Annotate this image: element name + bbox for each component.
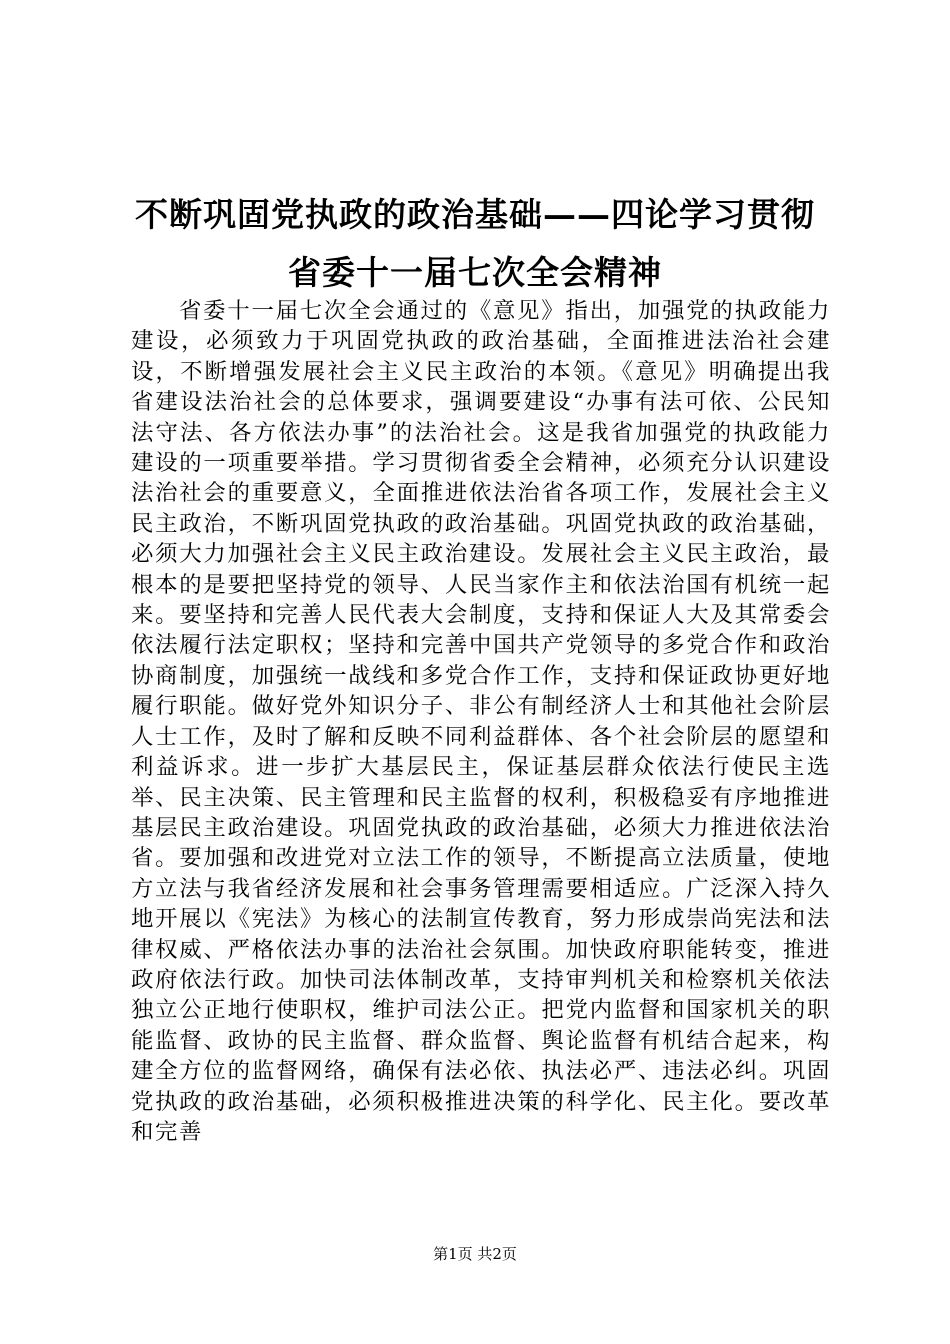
title-line-2: 省委十一届七次全会精神 [288,253,662,292]
document-title [90,186,860,302]
page-number-footer: 第1页 共2页 [433,1245,517,1263]
body-paragraph: 省委十一届七次全会通过的《意见》指出，加强党的执政能力建设，必须致力于巩固党执政的政治基础，全面推进法治社会建设，不断增强发展社会主义民主政治的本领。《意见》明确提出我省建设法治社会的总体要求，强调要建设“办事有法可依、公民知法守法、各方依法办事”的法治社会。这是我省加强党的执政能力建设的一项重要举措。学习贯彻省委全会精神，必须充分认识建设法治社会的重要意义，全面推进依法治省各项工作，发展社会主义民主政治，不断巩固党执政的政治基础。巩固党执政的政治基础，必须大力加强社会主义民主政治建设。发展社会主义民主政治，最根本的是要把坚持党的领导、人民当家作主和依法治国有机统一起来。要坚持和完善人民代表大会制度，支持和保证人大及其常委会依法履行法定职权；坚持和完善中国共产党领导的多党合作和政治协商制度，加强统一战线和多党合作工作，支持和保证政协更好地履行职能。做好党外知识分子、非公有制经济人士和其他社会阶层人士工作，及时了解和反映不同利益群体、各个社会阶层的愿望和利益诉求。进一步扩大基层民主，保证基层群众依法行使民主选举、民主决策、民主管理和民主监督的权利，积极稳妥有序地推进基层民主政治建设。巩固党执政的政治基础，必须大力推进依法治省。要加强和改进党对立法工作的领导，不断提高立法质量，使地方立法与我省经济发展和社会事务管理需要相适应。广泛深入持久地开展以《宪法》为核心的法制宣传教育，努力形成崇尚宪法和法律权威、严格依法办事的法治社会氛围。加快政府职能转变，推进政府依法行政。加快司法体制改革，支持审判机关和检察机关依法独立公正地行使职权，维护司法公正。把党内监督和国家机关的职能监督、政协的民主监督、群众监督、舆论监督有机结合起来，构建全方位的监督网络，确保有法必依、执法必严、违法必纠。巩固党执政的政治基础，必须积极推进决策的科学化、民主化。要改革和完善 [131,298,831,1145]
title-line-1: 不断巩固党执政的政治基础——四论学习贯彻 [135,195,815,234]
